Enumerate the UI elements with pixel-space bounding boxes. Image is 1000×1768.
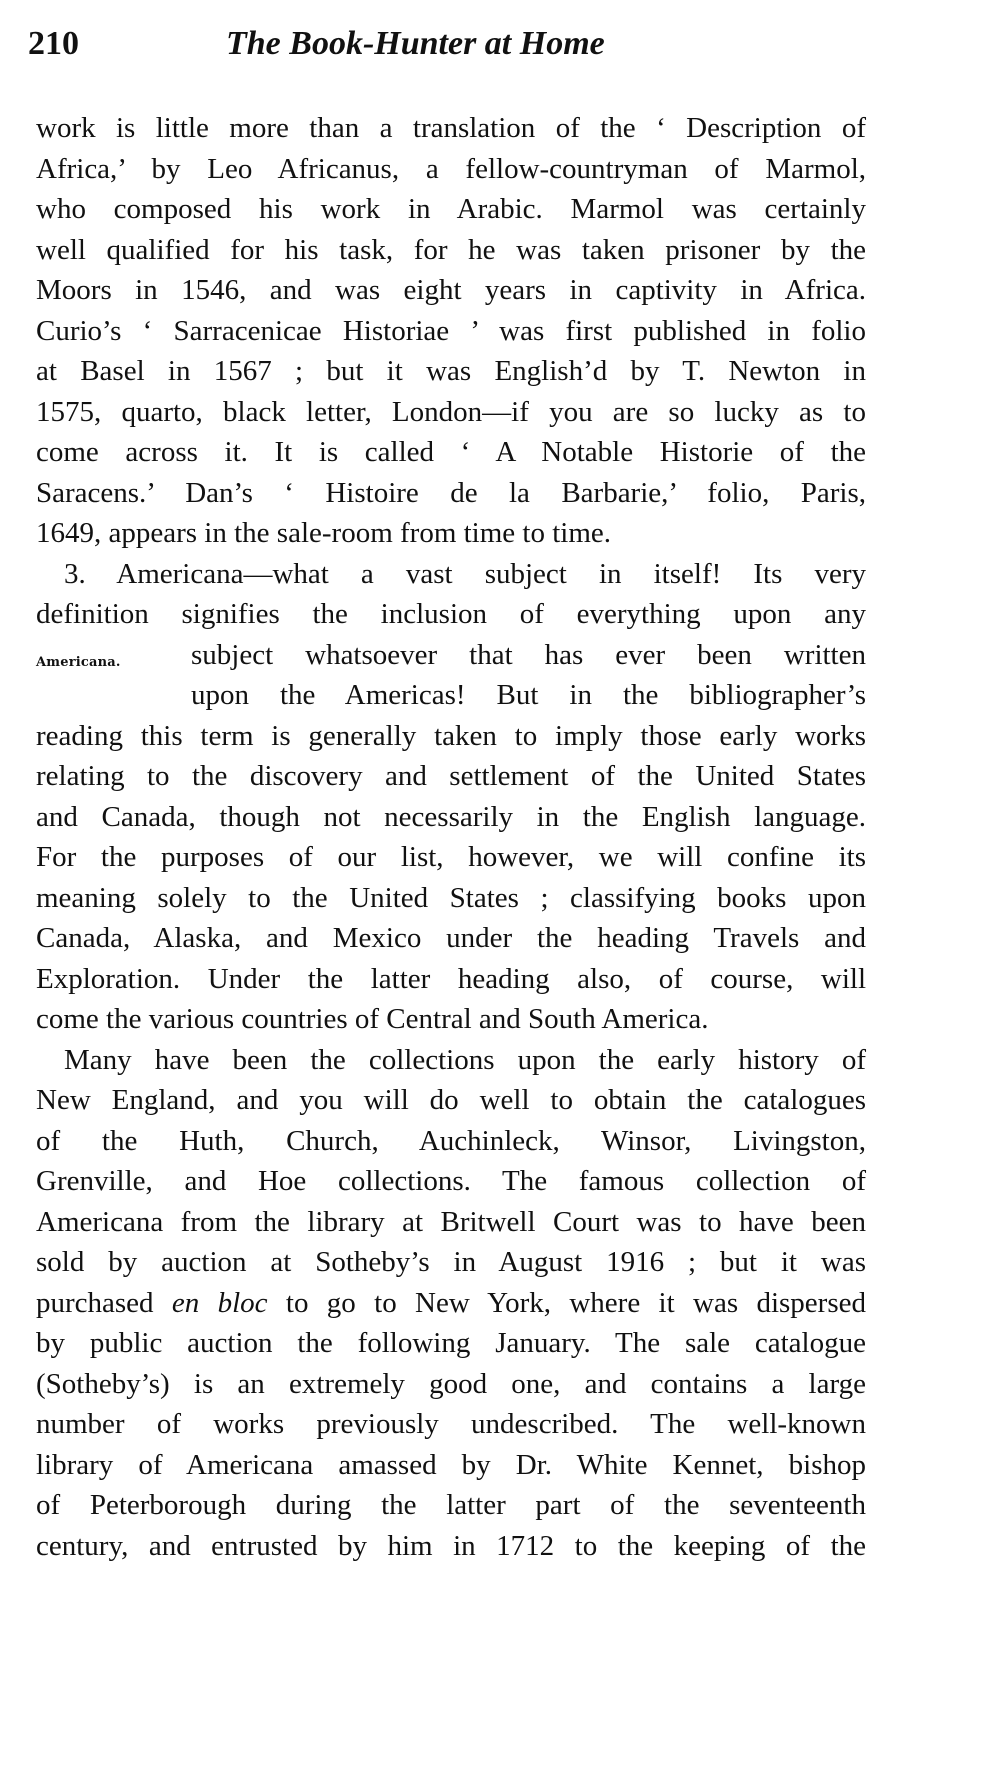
text-line: by public auction the following January. The sale catalogue	[36, 1327, 866, 1359]
text-run: to go to New York, where it was dispersed	[285, 1286, 866, 1319]
text-line: Americana from the library at Britwell Court was to have been	[36, 1205, 866, 1238]
text-line: Saracens.’ Dan’s ‘ Histoire de la Barbarie,’ folio, Paris,	[36, 476, 866, 509]
text-line: of Peterborough during the latter part of the seventeenth	[36, 1489, 866, 1521]
text-line: sold by auction at Sotheby’s in August 1916 ; but it was	[36, 1246, 866, 1278]
paragraph-new-england	[36, 1040, 866, 1567]
text-line: For the purposes of our list, however, we will confine its	[36, 841, 866, 873]
text-line: subject whatsoever that has ever been written	[191, 638, 866, 671]
text-line: at Basel in 1567 ; but it was English’d by T. Newton in	[36, 355, 866, 387]
text-line: 3. Americana—what a vast subject in itself! Its very	[64, 557, 866, 590]
text-line: who composed his work in Arabic. Marmol was certainly	[36, 193, 866, 225]
running-title: The Book-Hunter at Home	[226, 25, 605, 62]
text-line: definition signifies the inclusion of everything upon any	[36, 598, 866, 630]
text-line: work is little more than a translation of the ‘ Description of	[36, 112, 866, 144]
text-line: Many have been the collections upon the early history of	[64, 1043, 866, 1076]
text-line: and Canada, though not necessarily in the English language.	[36, 800, 866, 833]
text-line: upon the Americas! But in the bibliographer’s	[191, 679, 866, 711]
text-line: meaning solely to the United States ; classifying books upon	[36, 881, 866, 914]
text-line: 1575, quarto, black letter, London—if you are so lucky as to	[36, 395, 866, 428]
paragraph-americana	[36, 554, 866, 1040]
italic-phrase: en bloc	[171, 1286, 268, 1319]
text-line: reading this term is generally taken to imply those early works	[36, 719, 866, 752]
text-line: (Sotheby’s) is an extremely good one, and contains a large	[36, 1367, 866, 1400]
running-header	[28, 24, 866, 68]
text-line: of the Huth, Church, Auchinleck, Winsor, Livingston,	[36, 1124, 866, 1157]
margin-note-americana: Americana.	[36, 654, 121, 670]
text-line: 1649, appears in the sale-room from time to time.	[36, 517, 612, 549]
text-line: well qualified for his task, for he was taken prisoner by the	[36, 233, 866, 266]
text-line: number of works previously undescribed. The well-known	[36, 1408, 866, 1440]
text-line: Africa,’ by Leo Africanus, a fellow-countryman of Marmol,	[36, 152, 866, 185]
text-line: century, and entrusted by him in 1712 to the keeping of the	[36, 1529, 866, 1562]
text-line: come the various countries of Central and South America.	[36, 1003, 709, 1035]
text-run: purchased	[36, 1286, 154, 1319]
text-line: Canada, Alaska, and Mexico under the heading Travels and	[36, 922, 866, 954]
page-number: 210	[28, 25, 79, 62]
text-line: relating to the discovery and settlement of the United States	[36, 760, 866, 792]
text-line: come across it. It is called ‘ A Notable Historie of the	[36, 436, 866, 468]
text-line: Curio’s ‘ Sarracenicae Historiae ’ was first published in folio	[36, 314, 866, 347]
paragraph-africa	[36, 108, 866, 554]
text-line: Moors in 1546, and was eight years in captivity in Africa.	[36, 274, 866, 306]
text-line: library of Americana amassed by Dr. White Kennet, bishop	[36, 1448, 866, 1481]
text-line: New England, and you will do well to obtain the catalogues	[36, 1084, 866, 1116]
book-page	[28, 24, 866, 1566]
text-line: Grenville, and Hoe collections. The famous collection of	[36, 1165, 866, 1197]
text-line: Exploration. Under the latter heading also, of course, will	[36, 962, 866, 995]
text-line-with-italic	[36, 1283, 866, 1324]
